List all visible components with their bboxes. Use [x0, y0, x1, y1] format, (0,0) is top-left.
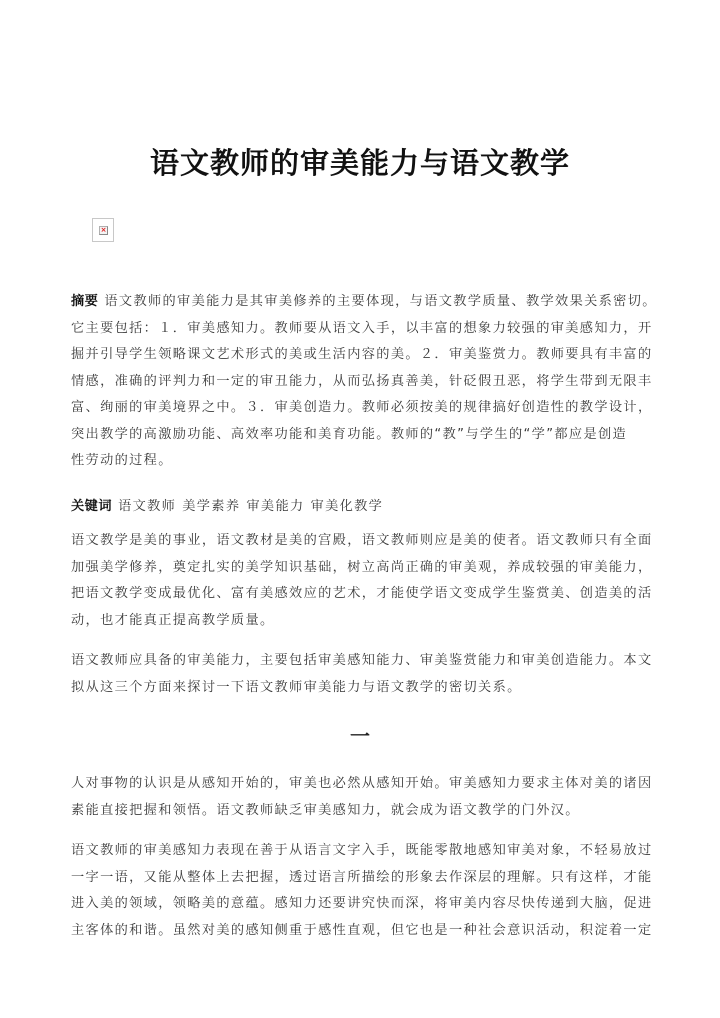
abstract-label: 摘要	[71, 294, 99, 309]
body-line: 素能直接把握和领悟。语文教师缺乏审美感知力，就会成为语文教学的门外汉。	[71, 802, 580, 818]
abstract-paragraph	[71, 289, 661, 475]
body-line: 人对事物的认识是从感知开始的，审美也必然从感知开始。审美感知力要求主体对美的诸因	[71, 776, 653, 791]
body-line: 把语文教学变成最优化、富有美感效应的艺术，才能使学语文变成学生鉴赏美、创造美的活	[71, 586, 653, 601]
body-line: 拟从这三个方面来探讨一下语文教师审美能力与语文教学的密切关系。	[71, 679, 522, 695]
section-heading: 一	[350, 724, 370, 748]
broken-image-icon	[92, 218, 114, 242]
body-line: 语文教师应具备的审美能力，主要包括审美感知能力、审美鉴赏能力和审美创造能力。本文	[71, 653, 653, 668]
body-line: 加强美学修养，奠定扎实的美学知识基础，树立高尚正确的审美观，养成较强的审美能力，	[71, 559, 653, 575]
body-paragraph	[71, 838, 661, 944]
abstract-line: 情感，准确的评判力和一定的审丑能力，从而弘扬真善美，针砭假丑恶，将学生带到无限丰	[71, 373, 653, 389]
image-error-icon: ×	[100, 226, 107, 234]
abstract-line: 性劳动的过程。	[71, 453, 173, 468]
body-line: 主客体的和谐。虽然对美的感知侧重于感性直观，但它也是一种社会意识活动，积淀着一定	[71, 922, 653, 938]
body-paragraph	[71, 648, 661, 701]
keyword: 美学素养	[182, 499, 241, 514]
keywords-paragraph	[71, 494, 661, 521]
abstract-line: 富、绚丽的审美境界之中。３．审美创造力。教师必须按美的规律搞好创造性的教学设计，	[71, 400, 653, 415]
body-paragraph	[71, 528, 661, 634]
body-line: 语文教学是美的事业，语文教材是美的宫殿，语文教师则应是美的使者。语文教师只有全面	[71, 533, 653, 548]
keyword: 审美能力	[246, 499, 305, 514]
keywords-line	[71, 494, 661, 521]
keywords-label: 关键词	[71, 499, 113, 514]
abstract-line-text: 语文教师的审美能力是其审美修养的主要体现，与语文教学质量、教学效果关系密切。	[104, 294, 657, 309]
document-title: 语文教师的审美能力与语文教学	[149, 146, 570, 180]
body-line: 进入美的领域，领略美的意蕴。感知力还要讲究快而深，将审美内容尽快传递到大脑，促进	[71, 896, 653, 911]
abstract-line: 突出教学的高激励功能、高效率功能和美育功能。教师的“教”与学生的“学”都应是创造	[71, 426, 628, 442]
body-line: 动，也才能真正提高教学质量。	[71, 612, 275, 628]
keyword: 语文教师	[118, 499, 177, 514]
body-line: 语文教师的审美感知力表现在善于从语言文字入手，既能零散地感知审美对象，不轻易放过	[71, 843, 653, 858]
body-line: 一字一语，又能从整体上去把握，透过语言所描绘的形象去作深层的理解。只有这样，才能	[71, 869, 653, 885]
abstract-line: 它主要包括：１．审美感知力。教师要从语文入手，以丰富的想象力较强的审美感知力，开	[71, 320, 653, 336]
body-paragraph	[71, 771, 661, 824]
abstract-line: 掘并引导学生领略课文艺术形式的美或生活内容的美。２．审美鉴赏力。教师要具有丰富的	[71, 347, 653, 362]
abstract-line	[71, 289, 661, 316]
keyword: 审美化教学	[310, 499, 384, 514]
